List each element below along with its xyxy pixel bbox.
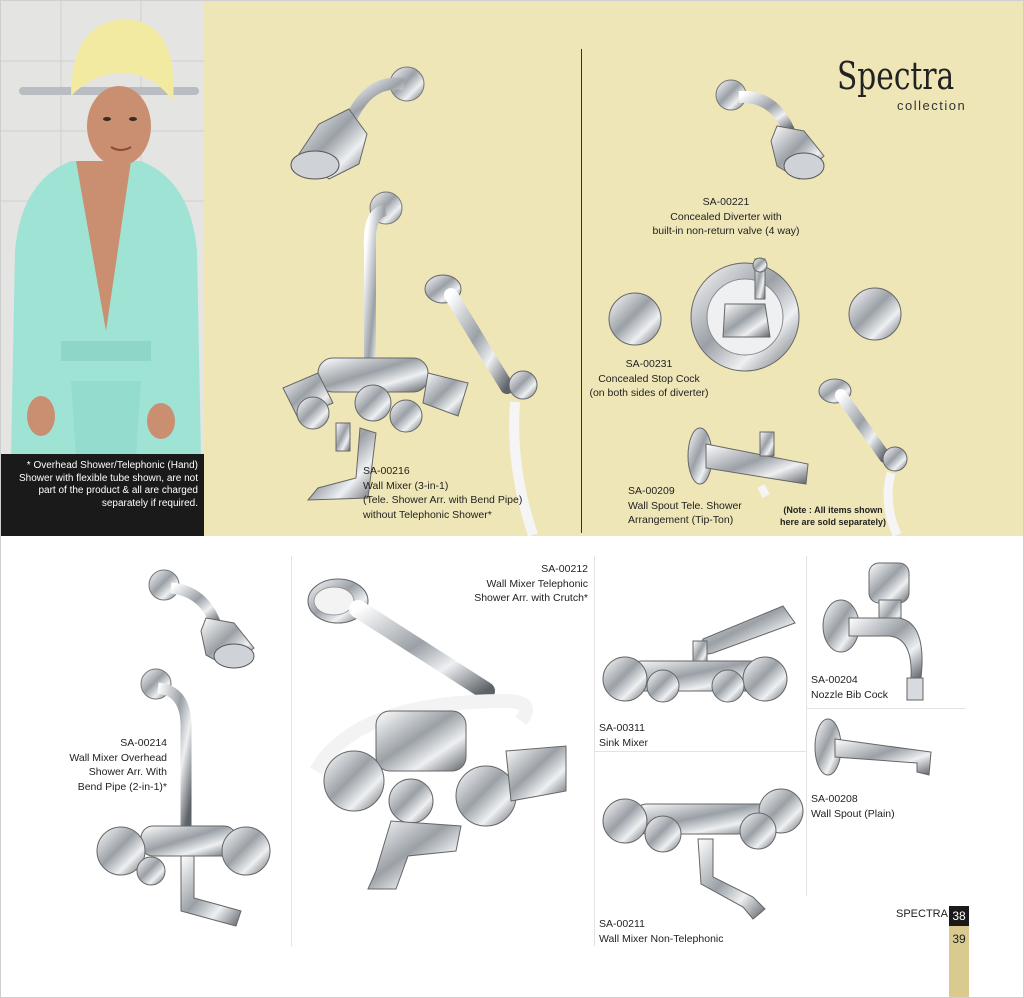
brand-logo	[837, 56, 977, 116]
footer-brand: SPECTRA	[896, 908, 948, 920]
section-divider	[581, 49, 582, 533]
caption-sa00221	[621, 195, 831, 239]
product-name: Wall Spout (Plain)	[811, 807, 895, 820]
caption-sa00212	[456, 562, 588, 606]
product-detail: (on both sides of diverter)	[589, 387, 709, 399]
product-code: SA-00209	[628, 485, 675, 497]
product-code: SA-00221	[702, 196, 750, 208]
caption-sa00209	[628, 484, 788, 528]
product-detail: built-in non-return valve (4 way)	[652, 225, 800, 237]
product-code: SA-00211	[599, 918, 645, 930]
product-name: Wall Mixer (3-in-1)	[363, 479, 449, 492]
sa00311-sink-mixer-image	[603, 601, 798, 709]
product-code: SA-00311	[599, 722, 645, 734]
caption-sa00204	[811, 673, 921, 702]
product-detail: Arrangement (Tip-Ton)	[628, 514, 734, 526]
product-detail: Shower Arr. with Crutch*	[474, 592, 588, 604]
model-illustration	[1, 1, 204, 456]
product-name: Wall Mixer Telephonic	[486, 577, 588, 590]
sa00214-shower-image	[146, 563, 261, 668]
product-name: Concealed Stop Cock	[598, 372, 700, 385]
disclaimer-text: * Overhead Shower/Telephonic (Hand) Shower with flexible tube shown, are not part of the product & all are charged separately if required.	[19, 460, 198, 509]
grid-divider	[291, 556, 292, 946]
product-name: Wall Mixer Non-Telephonic	[599, 932, 724, 945]
note-line: here are sold separately)	[779, 517, 887, 527]
product-detail: without Telephonic Shower*	[363, 508, 492, 521]
grid-divider	[594, 751, 806, 752]
product-code: SA-00212	[541, 563, 588, 575]
caption-sa00214	[61, 736, 167, 794]
caption-sa00211	[599, 917, 759, 946]
sa00208-spout-image	[813, 717, 938, 779]
sa00212-mixer-image	[296, 571, 586, 901]
brand-subtitle: collection	[897, 98, 967, 113]
brand-name: Spectra	[837, 54, 955, 98]
sa00214-mixer-image	[96, 666, 276, 936]
caption-sa00231	[585, 357, 713, 401]
product-name: Concealed Diverter with	[670, 210, 782, 223]
product-code: SA-00231	[625, 358, 673, 370]
grid-divider	[806, 556, 807, 896]
caption-sa00208	[811, 792, 931, 821]
product-name: Wall Mixer Overhead	[69, 751, 167, 764]
sa00211-mixer-image	[603, 779, 803, 924]
product-code: SA-00204	[811, 674, 858, 686]
product-code: SA-00214	[120, 737, 167, 749]
product-code: SA-00216	[363, 465, 410, 477]
product-detail: (Tele. Shower Arr. with Bend Pipe)	[363, 494, 523, 506]
product-name: Sink Mixer	[599, 736, 649, 749]
page-number-left: 38	[949, 906, 969, 926]
disclaimer-box	[1, 454, 204, 536]
product-detail: Bend Pipe (2-in-1)*	[77, 780, 167, 793]
product-name: Wall Spout Tele. Shower	[628, 499, 742, 512]
page-number-right: 39	[952, 932, 966, 946]
note-line: (Note : All items shown	[783, 505, 883, 515]
product-code: SA-00208	[811, 793, 858, 805]
diverter-shower-image	[709, 71, 839, 186]
product-name: Nozzle Bib Cock	[811, 688, 889, 701]
caption-sa00216	[363, 464, 563, 522]
product-detail: Shower Arr. With	[88, 766, 167, 778]
grid-divider	[806, 708, 966, 709]
sold-separately-note	[779, 504, 887, 528]
caption-sa00311	[599, 721, 719, 750]
overhead-shower-image	[289, 59, 429, 189]
